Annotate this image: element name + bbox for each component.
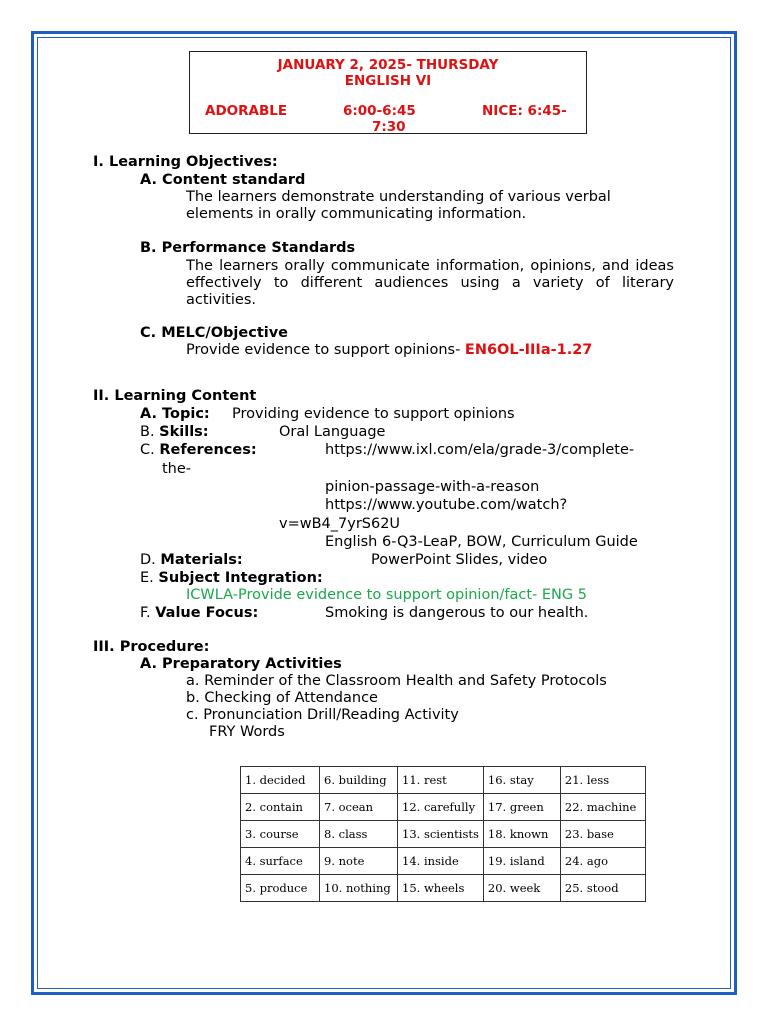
objectives-heading: I. Learning Objectives: xyxy=(93,154,278,170)
skills-label: Skills: xyxy=(159,424,209,440)
header-subject: ENGLISH VI xyxy=(344,73,432,89)
materials-label: Materials: xyxy=(160,552,243,568)
table-cell: 9. note xyxy=(320,848,398,875)
materials-line xyxy=(140,552,243,569)
table-cell: 1. decided xyxy=(241,767,320,794)
content-standard-line2: elements in orally communicating information. xyxy=(186,206,527,222)
table-row xyxy=(241,821,646,848)
table-cell: 11. rest xyxy=(398,767,484,794)
fry-words-label: FRY Words xyxy=(209,724,285,740)
value-focus-prefix: F. xyxy=(140,605,156,621)
procedure-item-a: a. Reminder of the Classroom Health and Safety Protocols xyxy=(186,673,607,689)
header-date: JANUARY 2, 2025- THURSDAY xyxy=(277,57,499,73)
reference-line-1: https://www.ixl.com/ela/grade-3/complete- xyxy=(325,442,635,458)
melc-label: C. MELC/Objective xyxy=(140,325,289,341)
table-cell: 17. green xyxy=(483,794,560,821)
references-label: References: xyxy=(159,442,257,458)
table-cell: 25. stood xyxy=(560,875,645,902)
integration-line xyxy=(140,570,323,587)
reference-line-3: pinion-passage-with-a-reason xyxy=(325,479,540,495)
value-focus-value: Smoking is dangerous to our health. xyxy=(325,605,589,621)
skills-prefix: B. xyxy=(140,424,160,440)
table-cell: 18. known xyxy=(483,821,560,848)
table-cell: 24. ago xyxy=(560,848,645,875)
table-cell: 5. produce xyxy=(241,875,320,902)
skills-line xyxy=(140,424,209,441)
materials-value: PowerPoint Slides, video xyxy=(371,552,548,568)
references-line xyxy=(140,442,257,459)
reference-line-4: https://www.youtube.com/watch? xyxy=(325,497,568,513)
reference-line-5: v=wB4_7yrS62U xyxy=(279,516,401,532)
table-cell: 21. less xyxy=(560,767,645,794)
header-time-2: 7:30 xyxy=(372,119,406,134)
melc-text: Provide evidence to support opinions- xyxy=(186,342,465,358)
performance-standards-label: B. Performance Standards xyxy=(140,240,356,256)
table-cell: 13. scientists xyxy=(398,821,484,848)
melc-code: EN6OL-IIIa-1.27 xyxy=(464,342,593,358)
table-cell: 2. contain xyxy=(241,794,320,821)
melc-line xyxy=(186,342,592,359)
table-cell: 8. class xyxy=(320,821,398,848)
table-row xyxy=(241,767,646,794)
topic-label: A. Topic: xyxy=(140,406,210,422)
table-cell: 4. surface xyxy=(241,848,320,875)
materials-prefix: D. xyxy=(140,552,161,568)
table-row xyxy=(241,875,646,902)
table-cell: 14. inside xyxy=(398,848,484,875)
procedure-item-b: b. Checking of Attendance xyxy=(186,690,378,706)
header-section-2: NICE: 6:45- xyxy=(482,103,567,119)
reference-line-2: the- xyxy=(162,461,192,477)
table-cell: 16. stay xyxy=(483,767,560,794)
integration-value: ICWLA-Provide evidence to support opinion/fact- ENG 5 xyxy=(186,587,587,603)
topic-value: Providing evidence to support opinions xyxy=(232,406,515,422)
table-cell: 23. base xyxy=(560,821,645,848)
performance-standards-text: The learners orally communicate information, opinions, and ideas effectively to different audiences using a variety of literary activities. xyxy=(186,258,674,308)
content-standard-label: A. Content standard xyxy=(140,172,306,188)
table-cell: 15. wheels xyxy=(398,875,484,902)
table-cell: 7. ocean xyxy=(320,794,398,821)
table-cell: 12. carefully xyxy=(398,794,484,821)
preparatory-activities-label: A. Preparatory Activities xyxy=(140,656,342,672)
procedure-item-c: c. Pronunciation Drill/Reading Activity xyxy=(186,707,459,723)
value-focus-line xyxy=(140,605,258,622)
table-cell: 19. island xyxy=(483,848,560,875)
table-cell: 22. machine xyxy=(560,794,645,821)
procedure-heading: III. Procedure: xyxy=(93,639,210,655)
table-cell: 10. nothing xyxy=(320,875,398,902)
skills-value: Oral Language xyxy=(279,424,386,440)
content-standard-line1: The learners demonstrate understanding of various verbal xyxy=(186,189,611,205)
integration-prefix: E. xyxy=(140,570,159,586)
table-cell: 3. course xyxy=(241,821,320,848)
value-focus-label: Value Focus: xyxy=(155,605,259,621)
table-row xyxy=(241,794,646,821)
integration-label: Subject Integration: xyxy=(158,570,323,586)
content-heading: II. Learning Content xyxy=(93,388,257,404)
table-cell: 20. week xyxy=(483,875,560,902)
lesson-header-box xyxy=(189,51,587,134)
fry-words-table xyxy=(240,766,646,902)
references-prefix: C. xyxy=(140,442,160,458)
table-cell: 6. building xyxy=(320,767,398,794)
header-time-1: 6:00-6:45 xyxy=(343,103,416,119)
table-row xyxy=(241,848,646,875)
reference-line-6: English 6-Q3-LeaP, BOW, Curriculum Guide xyxy=(325,534,638,550)
header-section-1: ADORABLE xyxy=(205,103,288,119)
